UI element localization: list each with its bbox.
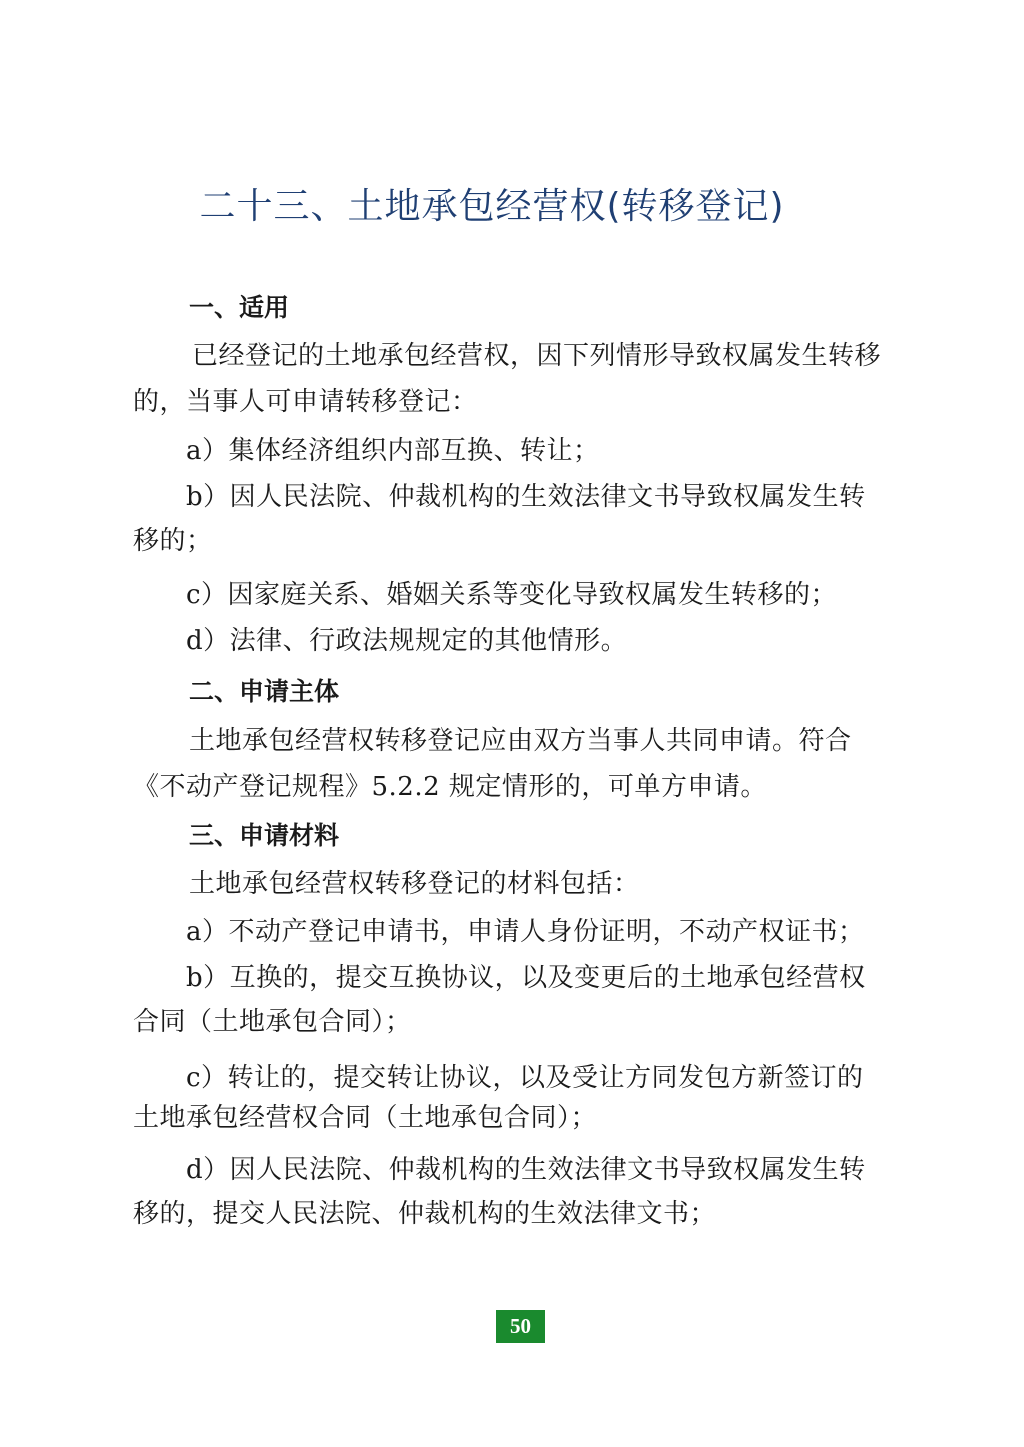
paragraph-line: 土地承包经营权转移登记的材料包括： bbox=[189, 869, 640, 899]
list-item: d）法律、行政法规规定的其他情形。 bbox=[186, 626, 628, 656]
list-item: c）转让的，提交转让协议，以及受让方同发包方新签订的 bbox=[186, 1063, 864, 1093]
section-heading-materials: 三、申请材料 bbox=[189, 821, 340, 850]
list-item: c）因家庭关系、婚姻关系等变化导致权属发生转移的； bbox=[186, 580, 838, 610]
list-item: b）因人民法院、仲裁机构的生效法律文书导致权属发生转 bbox=[186, 482, 866, 512]
paragraph-line: 《不动产登记规程》5.2.2 规定情形的，可单方申请。 bbox=[133, 772, 767, 802]
list-item: a）不动产登记申请书，申请人身份证明，不动产权证书； bbox=[186, 917, 865, 947]
section-heading-applicant: 二、申请主体 bbox=[189, 677, 340, 706]
list-item: b）互换的，提交互换协议，以及变更后的土地承包经营权 bbox=[186, 963, 866, 993]
paragraph-line: 土地承包经营权转移登记应由双方当事人共同申请。符合 bbox=[189, 726, 852, 756]
list-item-continuation: 移的； bbox=[133, 526, 213, 556]
page-title: 二十三、土地承包经营权(转移登记) bbox=[199, 186, 785, 227]
list-item-continuation: 土地承包经营权合同（土地承包合同）； bbox=[133, 1103, 598, 1133]
list-item: d）因人民法院、仲裁机构的生效法律文书导致权属发生转 bbox=[186, 1155, 866, 1185]
paragraph-line: 已经登记的土地承包经营权，因下列情形导致权属发生转移 bbox=[192, 341, 882, 371]
section-heading-applicability: 一、适用 bbox=[189, 293, 290, 322]
list-item-continuation: 移的，提交人民法院、仲裁机构的生效法律文书； bbox=[133, 1199, 717, 1229]
list-item: a）集体经济组织内部互换、转让； bbox=[186, 436, 600, 466]
page-number-badge: 50 bbox=[496, 1310, 545, 1343]
paragraph-line: 的，当事人可申请转移登记： bbox=[133, 387, 478, 417]
list-item-continuation: 合同（土地承包合同）； bbox=[133, 1007, 412, 1037]
